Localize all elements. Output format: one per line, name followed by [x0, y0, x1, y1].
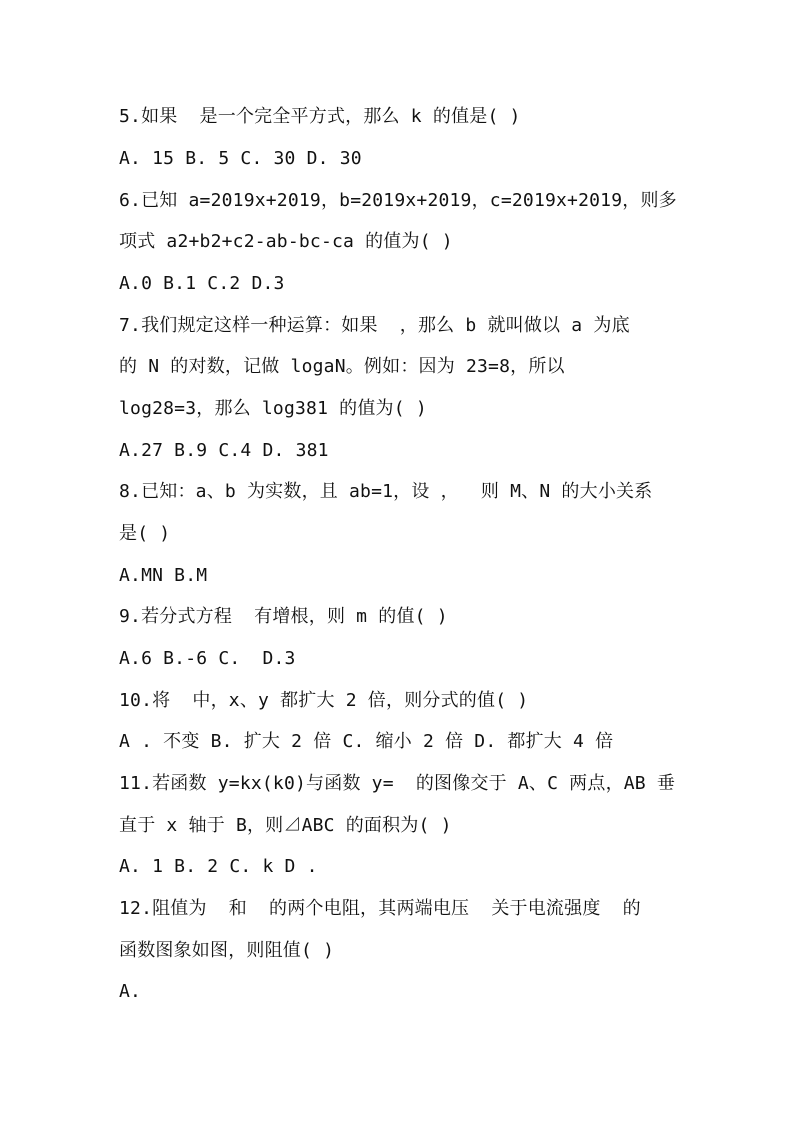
- question-12-stem-line-1: 12.阻值为 和 的两个电阻，其两端电压 关于电流强度 的: [119, 898, 641, 919]
- question-8-stem-line-2: 是( ): [119, 523, 171, 544]
- question-5-options: A. 15 B. 5 C. 30 D. 30: [119, 148, 362, 169]
- question-6-stem-line-1: 6.已知 a=2019x+2019，b=2019x+2019，c=2019x+2019，则多: [119, 190, 677, 211]
- question-9-options: A.6 B.-6 C. D.3: [119, 648, 296, 669]
- question-10-options: A . 不变 B. 扩大 2 倍 C. 缩小 2 倍 D. 都扩大 4 倍: [119, 731, 614, 752]
- question-11-stem-line-1: 11.若函数 y=kx(k0)与函数 y= 的图像交于 A、C 两点，AB 垂: [119, 773, 676, 794]
- question-9-stem: 9.若分式方程 有增根，则 m 的值( ): [119, 606, 448, 627]
- question-12-stem-line-2: 函数图象如图，则阻值( ): [119, 940, 335, 961]
- question-11-options: A. 1 B. 2 C. k D .: [119, 856, 318, 877]
- question-7-stem-line-1: 7.我们规定这样一种运算：如果 ，那么 b 就叫做以 a 为底: [119, 315, 630, 336]
- question-7-stem-line-2: 的 N 的对数，记做 logaN。例如：因为 23=8，所以: [119, 356, 565, 377]
- question-6-options: A.0 B.1 C.2 D.3: [119, 273, 285, 294]
- question-8-options: A.MN B.M: [119, 565, 208, 586]
- question-7-stem-line-3: log28=3，那么 log381 的值为( ): [119, 398, 427, 419]
- question-11-stem-line-2: 直于 x 轴于 B，则⊿ABC 的面积为( ): [119, 815, 452, 836]
- question-6-stem-line-2: 项式 a2+b2+c2-ab-bc-ca 的值为( ): [119, 231, 453, 252]
- question-12-options: A.: [119, 981, 142, 1002]
- question-5-stem: 5.如果 是一个完全平方式，那么 k 的值是( ): [119, 106, 521, 127]
- question-8-stem-line-1: 8.已知：a、b 为实数，且 ab=1，设 ， 则 M、N 的大小关系: [119, 481, 653, 502]
- question-10-stem: 10.将 中，x、y 都扩大 2 倍，则分式的值( ): [119, 690, 529, 711]
- question-7-options: A.27 B.9 C.4 D. 381: [119, 440, 329, 461]
